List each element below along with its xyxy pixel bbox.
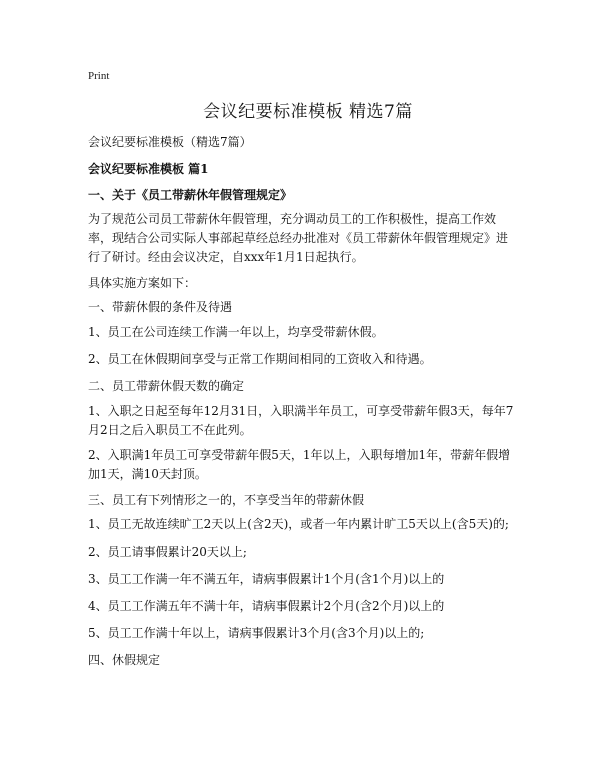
section-3-item-2: 2、员工请事假累计20天以上;	[88, 545, 247, 559]
section-title: 会议纪要标准模板 篇1	[88, 162, 209, 176]
section-1-item-2: 2、员工在休假期间享受与正常工作期间相同的工资收入和待遇。	[88, 352, 432, 366]
section-3-item-1: 1、员工无故连续旷工2天以上(含2天)，或者一年内累计旷工5天以上(含5天)的;	[88, 517, 509, 531]
print-link[interactable]: Print	[88, 70, 110, 82]
section-2-item-2: 2、入职满1年员工可享受带薪年假5天，1年以上，入职每增加1年，带薪年假增加1天，满10天封顶。	[88, 448, 511, 481]
section-3-item-5: 5、员工工作满十年以上，请病事假累计3个月(含3个月)以上的;	[88, 626, 425, 640]
section-3-item-4: 4、员工工作满五年不满十年，请病事假累计2个月(含2个月)以上的	[88, 599, 445, 613]
section-1-item-1: 1、员工在公司连续工作满一年以上，均享受带薪休假。	[88, 325, 384, 339]
section-1-title: 一、带薪休假的条件及待遇	[88, 300, 233, 314]
document-subtitle: 会议纪要标准模板（精选7篇）	[88, 135, 252, 149]
section-3-title: 三、员工有下列情形之一的，不享受当年的带薪休假	[88, 493, 365, 507]
section-2-title: 二、员工带薪休假天数的确定	[88, 379, 245, 393]
plan-label: 具体实施方案如下：	[88, 276, 197, 290]
heading-leave-policy: 一、关于《员工带薪休年假管理规定》	[88, 188, 293, 202]
section-2-item-1: 1、入职之日起至每年12月31日，入职满半年员工，可享受带薪年假3天，每年7月2日之后入职员工不在此列。	[88, 404, 514, 437]
document-title: 会议纪要标准模板 精选7篇	[203, 102, 413, 122]
section-3-item-3: 3、员工工作满一年不满五年，请病事假累计1个月(含1个月)以上的	[88, 572, 445, 586]
section-4-title: 四、休假规定	[88, 653, 161, 667]
intro-paragraph: 为了规范公司员工带薪休年假管理，充分调动员工的工作积极性，提高工作效率，现结合公司实际人事部起草经总经办批准对《员工带薪休年假管理规定》进行了研讨。经由会议决定，自xxx年1月1日起执行。	[88, 212, 509, 264]
